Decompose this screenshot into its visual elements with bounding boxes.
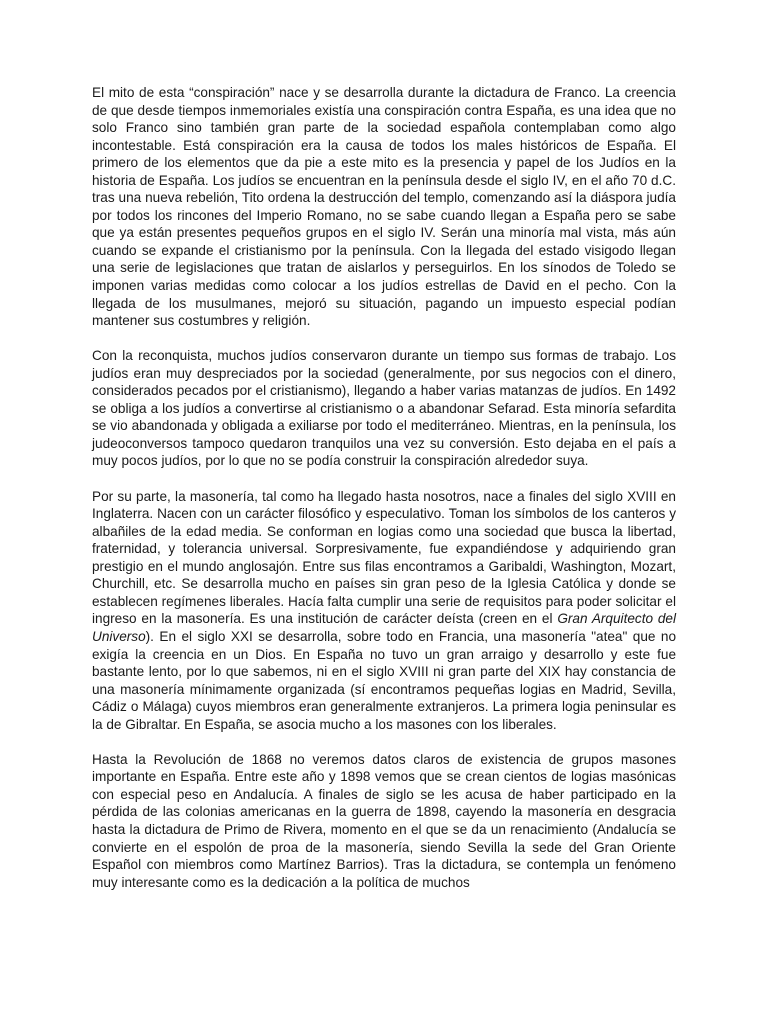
paragraph-revolution-1868: Hasta la Revolución de 1868 no veremos datos claros de existencia de grupos masones importante en España. Entre este año y 1898 vemos que se crean cientos de logias masónicas con especial peso en Andalucía. A finales de siglo se les acusa de haber participado en la pérdida de las colonias americanas en la guerra de 1898, cayendo la masonería en desgracia hasta la dictadura de Primo de Rivera, momento en el que se da un renacimiento (Andalucía se convierte en el espolón de proa de la masonería, siendo Sevilla la sede del Gran Oriente Español con miembros como Martínez Barrios). Tras la dictadura, se contempla un fenómeno muy interesante como es la dedicación a la política de muchos — [92, 751, 676, 890]
paragraph-text-after: ). En el siglo XXI se desarrolla, sobre todo en Francia, una masonería "atea" que no exigía la creencia en un Dios. En España no tuvo un gran arraigo y desarrollo y este fue bastante lento, por lo que sabemos, ni en el siglo XVIII ni gran parte del XIX hay constancia de una masonería mínimamente organizada (sí encontramos pequeñas logias en Madrid, Sevilla, Cádiz o Málaga) cuyos miembros eran generalmente extranjeros. La primera logia peninsular es la de Gibraltar. En España, se asocia mucho a los masones con los liberales. — [92, 628, 676, 732]
document-page — [92, 84, 676, 891]
italic-term: Gran Arquitecto del Universo — [92, 611, 676, 644]
paragraph-text-before: Por su parte, la masonería, tal como ha llegado hasta nosotros, nace a finales del siglo XVIII en Inglaterra. Nacen con un carácter filosófico y especulativo. Toman los símbolos de los canteros y albañiles de la edad media. Se conforman en logias como una sociedad que busca la libertad, fraternidad, y tolerancia universal. Sorpresivamente, fue expandiéndose y adquiriendo gran prestigio en el mundo anglosajón. Entre sus filas encontramos a Garibaldi, Washington, Mozart, Churchill, etc. Se desarrolla mucho en países sin gran peso de la Iglesia Católica y donde se establecen regímenes liberales. Hacía falta cumplir una serie de requisitos para poder solicitar el ingreso en la masonería. Es una institución de carácter deísta (creen en el — [92, 488, 676, 627]
paragraph-freemasonry-origins — [92, 488, 676, 734]
paragraph-franco-conspiracy-myth: El mito de esta “conspiración” nace y se desarrolla durante la dictadura de Franco. La creencia de que desde tiempos inmemoriales existía una conspiración contra España, es una idea que no solo Franco sino también gran parte de la sociedad española contemplaban como algo incontestable. Está conspiración era la causa de todos los males históricos de España. El primero de los elementos que da pie a este mito es la presencia y papel de los Judíos en la historia de España. Los judíos se encuentran en la península desde el siglo IV, en el año 70 d.C. tras una nueva rebelión, Tito ordena la destrucción del templo, comenzando así la diáspora judía por todos los rincones del Imperio Romano, no se sabe cuando llegan a España pero se sabe que ya están presentes pequeños grupos en el siglo IV. Serán una minoría mal vista, más aún cuando se expande el cristianismo por la península. Con la llegada del estado visigodo llegan una serie de legislaciones que tratan de aislarlos y perseguirlos. En los sínodos de Toledo se imponen varias medidas como colocar a los judíos estrellas de David en el pecho. Con la llegada de los musulmanes, mejoró su situación, pagando un impuesto especial podían mantener sus costumbres y religión. — [92, 85, 676, 329]
paragraph-reconquista-jews: Con la reconquista, muchos judíos conservaron durante un tiempo sus formas de trabajo. Los judíos eran muy despreciados por la sociedad (generalmente, por sus negocios con el dinero, considerados pecados por el cristianismo), llegando a haber varias matanzas de judíos. En 1492 se obliga a los judíos a convertirse al cristianismo o a abandonar Sefarad. Esta minoría sefardita se vio abandonada y obligada a exiliarse por todo el mediterráneo. Mientras, en la península, los judeoconversos tampoco quedaron tranquilos una vez su conversión. Esto dejaba en el país a muy pocos judíos, por lo que no se podía construir la conspiración alrededor suya. — [92, 348, 676, 469]
